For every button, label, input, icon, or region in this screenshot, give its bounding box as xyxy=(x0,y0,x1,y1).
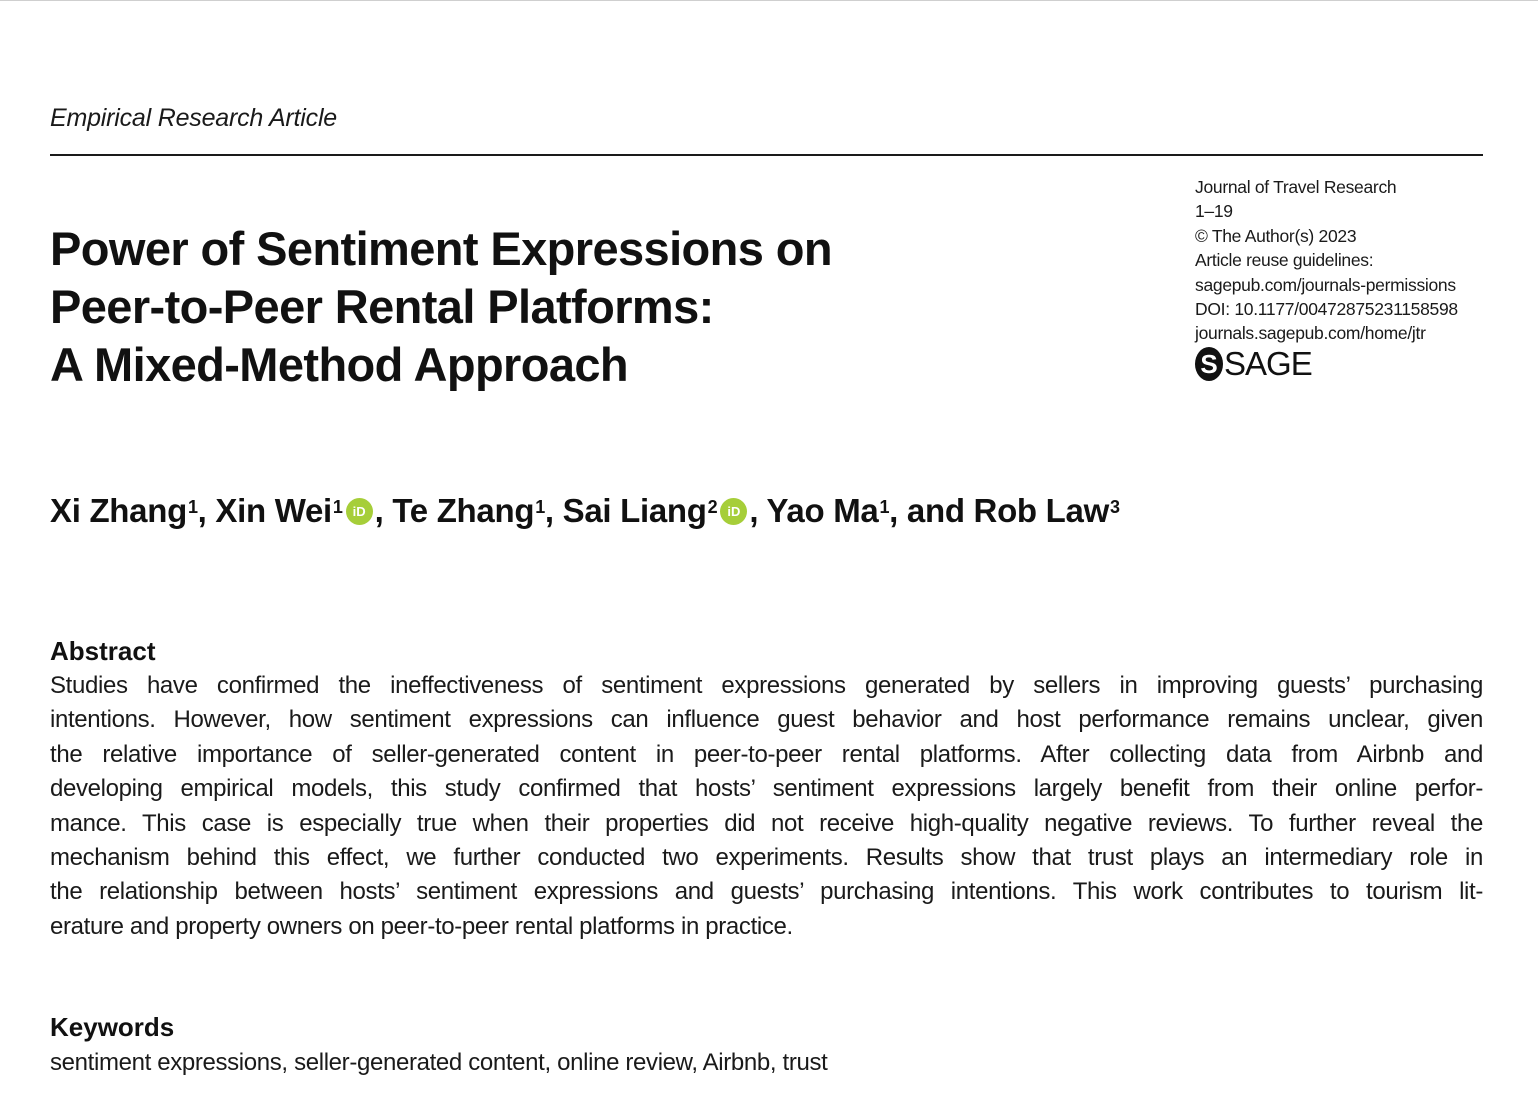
journal-homepage-link[interactable]: journals.sagepub.com/home/jtr xyxy=(1195,323,1426,344)
doi-text[interactable]: DOI: 10.1177/00472875231158598 xyxy=(1195,299,1458,320)
journal-name: Journal of Travel Research xyxy=(1195,177,1397,197)
header-divider xyxy=(50,154,1483,156)
copyright-notice: © The Author(s) 2023 xyxy=(1195,225,1357,246)
keywords-text: sentiment expressions, seller-generated content, online review, Airbnb, trust xyxy=(50,1049,828,1076)
reuse-guidelines-label: Article reuse guidelines: xyxy=(1195,250,1374,271)
article-type-label: Empirical Research Article xyxy=(50,104,338,132)
sage-s-icon: S xyxy=(1195,347,1223,381)
abstract-heading: Abstract xyxy=(50,636,156,666)
author-separator: , xyxy=(374,492,393,529)
keywords-heading: Keywords xyxy=(50,1012,175,1042)
journal-pages: 1–19 xyxy=(1195,201,1233,222)
abstract-text xyxy=(50,669,1483,944)
abstract-line: the relative importance of seller-generated content in peer-to-peer rental platforms. After collecting data from Airbnb and xyxy=(50,740,1483,768)
author-name: Te Zhang xyxy=(392,492,535,529)
sage-wordmark: SAGE xyxy=(1224,345,1312,382)
author-name: Yao Ma xyxy=(766,492,879,529)
sage-logo xyxy=(1195,346,1312,382)
title-line-3: A Mixed-Method Approach xyxy=(50,338,629,391)
author-separator: , and xyxy=(889,492,974,529)
author-separator: , xyxy=(544,492,563,529)
abstract-line: Studies have confirmed the ineffectiveness of sentiment expressions generated by sellers in improving guests’ purchasing xyxy=(50,672,1483,699)
author-name: Rob Law xyxy=(973,492,1109,529)
abstract-line: erature and property owners on peer-to-peer rental platforms in practice. xyxy=(50,912,793,940)
author-affiliation: 1 xyxy=(879,497,890,517)
author-separator: , xyxy=(197,492,216,529)
abstract-line: the relationship between hosts’ sentiment expressions and guests’ purchasing intentions. This work contributes to tourism lit- xyxy=(50,878,1483,906)
author-affiliation: 1 xyxy=(332,497,343,517)
abstract-line: mance. This case is especially true when their properties did not receive high-quality negative reviews. To further reveal the xyxy=(50,809,1483,837)
title-line-1: Power of Sentiment Expressions on xyxy=(50,222,832,275)
orcid-icon[interactable]: iD xyxy=(346,498,373,525)
journal-info-block xyxy=(1195,175,1495,346)
abstract-line: developing empirical models, this study confirmed that hosts’ sentiment expressions largely benefit from their online perfor- xyxy=(50,775,1483,803)
author-separator: , xyxy=(749,492,767,529)
author-affiliation: 1 xyxy=(187,497,198,517)
title-line-2: Peer-to-Peer Rental Platforms: xyxy=(50,280,714,333)
author-name: Xin Wei xyxy=(215,492,332,529)
author-affiliation: 3 xyxy=(1109,497,1120,517)
author-list xyxy=(50,488,1120,534)
article-title xyxy=(50,220,1050,394)
author-affiliation: 1 xyxy=(535,497,545,517)
abstract-line: intentions. However, how sentiment expressions can influence guest behavior and host performance remains unclear, given xyxy=(50,706,1483,734)
author-name: Xi Zhang xyxy=(50,492,187,529)
abstract-line: mechanism behind this effect, we further conducted two experiments. Results show that trust plays an intermediary role in xyxy=(50,844,1483,872)
page-top-border xyxy=(0,0,1538,1)
reuse-guidelines-link[interactable]: sagepub.com/journals-permissions xyxy=(1195,274,1456,295)
author-name: Sai Liang xyxy=(562,492,707,529)
author-affiliation: 2 xyxy=(707,497,718,517)
orcid-icon[interactable]: iD xyxy=(720,498,747,525)
